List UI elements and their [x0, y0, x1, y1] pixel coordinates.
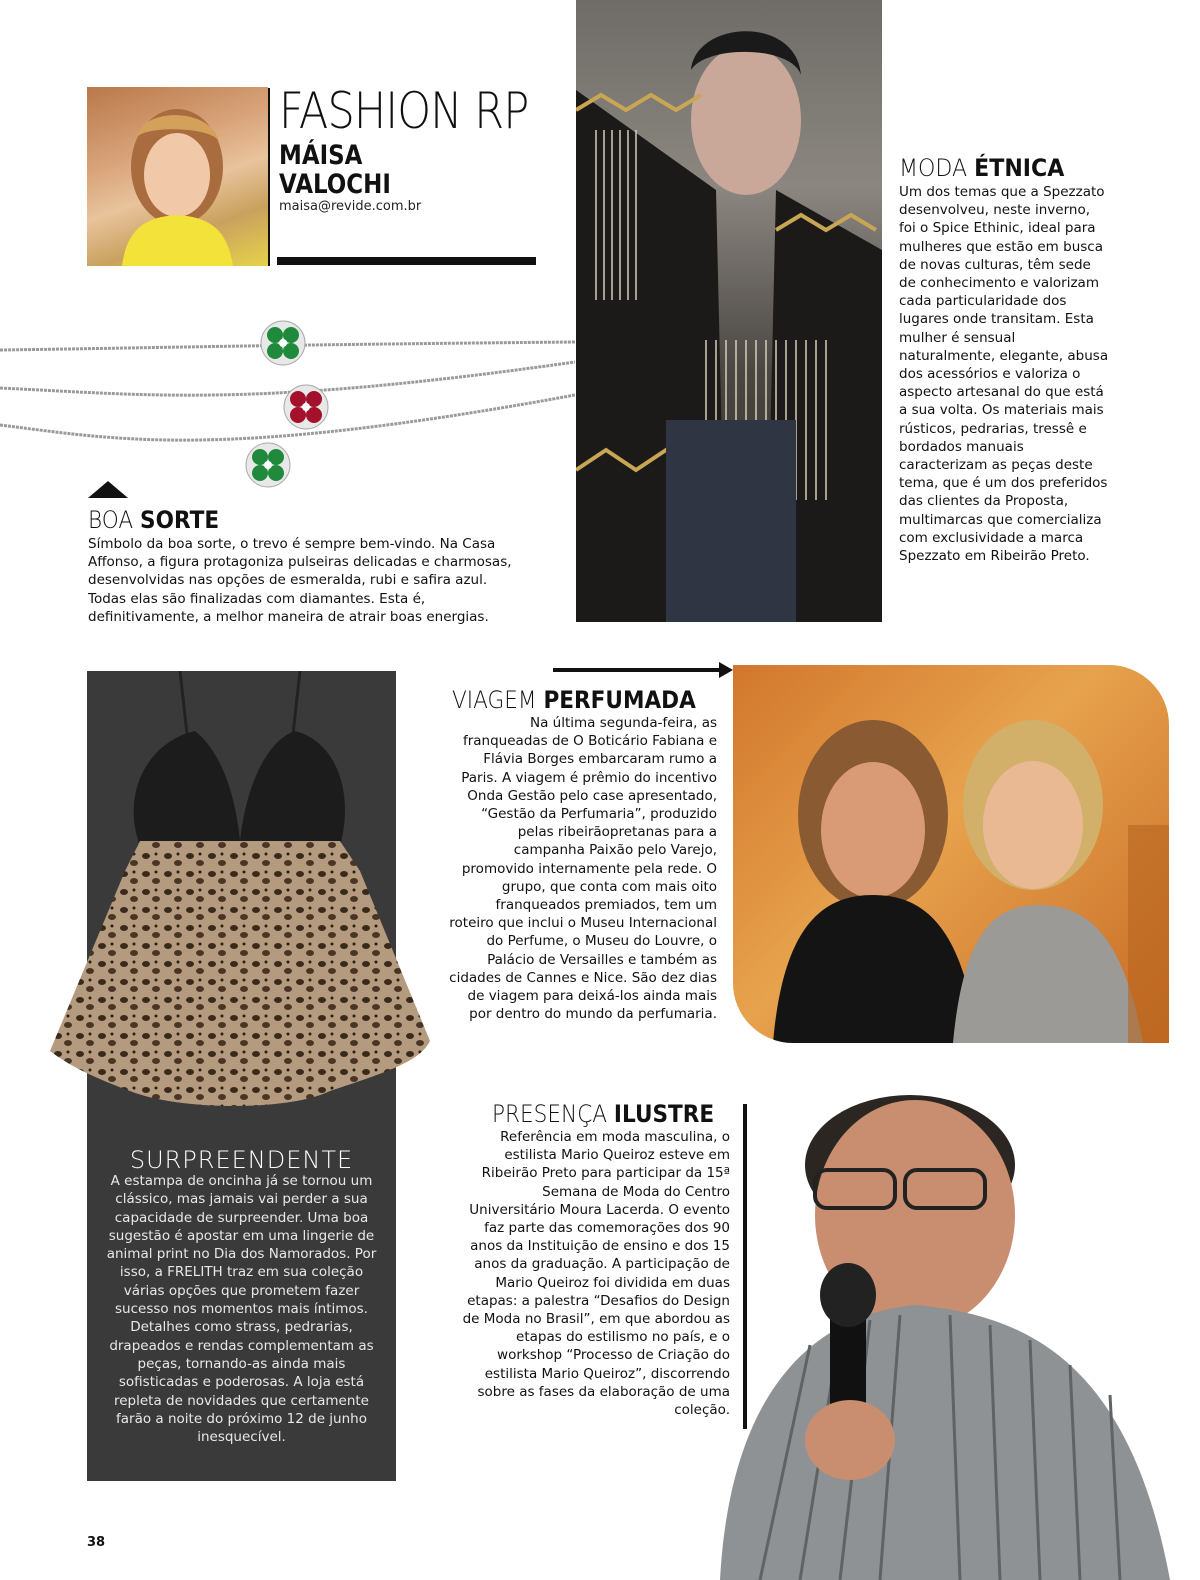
boa-sorte-title-bold: SORTE: [140, 506, 220, 534]
lingerie-photo: [30, 671, 450, 1131]
author-email: maisa@revide.com.br: [279, 199, 422, 214]
boa-sorte-title-light: BOA: [88, 506, 134, 534]
designer-photo: [700, 1065, 1200, 1580]
boa-sorte-text: Símbolo da boa sorte, o trevo é sempre bem-vindo. Na Casa Affonso, a figura protagoniza pulseiras delicadas e charmosas, desenvolvidas nas opções de esmeralda, rubi e safira azul. Todas elas são finalizadas com diamantes. Esta é, definitivamente, a melhor maneira de atrair boas energias.: [88, 536, 512, 625]
ethnic-fashion-photo: [576, 0, 882, 622]
boa-sorte-title: [88, 508, 219, 532]
header-rule: [277, 257, 536, 265]
header-divider: [268, 88, 270, 266]
triangle-up-icon: [88, 481, 128, 498]
author-photo: [87, 87, 268, 266]
moda-etnica-title-light: MODA: [899, 154, 968, 182]
viagem-title-bold: PERFUMADA: [543, 686, 696, 714]
presenca-title-light: PRESENÇA: [492, 1100, 608, 1128]
author-name: [279, 141, 391, 199]
viagem-text: Na última segunda-feira, as franqueadas de O Boticário Fabiana e Flávia Borges embarcaram rumo a Paris. A viagem é prêmio do incentivo Onda Gestão pelo case apresentado, “Gestão da Perfumaria”, produzido pelas ribeirãopretanas para a campanha Paixão pelo Varejo, promovido internamente pela rede. O grupo, que conta com mais oito franqueados premiados, tem um roteiro que inclui o Museu Internacional do Perfume, o Museu do Louvre, o Palácio de Versailles e também as cidades de Cannes e Nice. São dez dias de viagem para deixá-los ainda mais por dentro do mundo da perfumaria.: [449, 715, 717, 1023]
presenca-text: Referência em moda masculina, o estilista Mario Queiroz esteve em Ribeirão Preto para participar da 15ª Semana de Moda do Centro Universitário Moura Lacerda. O evento faz parte das comemorações dos 90 anos da Instituição de ensino e dos 15 anos da graduação. A participação de Mario Queiroz foi dividida em duas etapas: a palestra “Desafios do Design de Moda no Brasil”, em que abordou as etapas do estilismo no país, e o workshop “Processo de Criação do estilista Mario Queiroz”, discorrendo sobre as fases da elaboração de uma coleção.: [462, 1129, 730, 1419]
presenca-title: [492, 1102, 714, 1126]
presenca-title-bold: ILUSTRE: [613, 1100, 715, 1128]
moda-etnica-text: Um dos temas que a Spezzato desenvolveu, neste inverno, foi o Spice Ethinic, ideal para mulheres que estão em busca de novas culturas, têm sede de conhecimento e valorizam cada particularidade dos lugares onde transitam. Esta mulher é sensual naturalmente, elegante, abusa dos acessórios e valoriza o aspecto artesanal do que está a sua volta. Os materiais mais rústicos, pedrarias, tressê e bordados manuais caracterizam as peças deste tema, que é um dos preferidos das clientes da Proposta, multimarcas que comercializa com exclusividade a marca Spezzato em Ribeirão Preto.: [899, 184, 1109, 565]
bracelets-photo: [0, 300, 575, 520]
moda-etnica-title: [899, 156, 1064, 180]
author-name-line2: VALOCHI: [279, 169, 391, 200]
moda-etnica-title-bold: ÉTNICA: [974, 154, 1065, 182]
surpreendente-text: A estampa de oncinha já se tornou um clássico, mas jamais vai perder a sua capacidade de surpreender. Uma boa sugestão é apostar em uma lingerie de animal print no Dia dos Namorados. Por isso, a FRELITH traz em sua coleção várias opções que prometem fazer sucesso nos momentos mais íntimos. Detalhes como strass, pedrarias, drapeados e rendas complementam as peças, tornando-as ainda mais sofisticadas e poderosas. A loja está repleta de novidades que certamente farão a noite do próximo 12 de junho inesquecível.: [106, 1173, 377, 1446]
franchisees-photo: [733, 665, 1169, 1043]
viagem-title-light: VIAGEM: [452, 686, 537, 714]
viagem-title: [452, 688, 696, 712]
author-name-line1: MÁISA: [279, 140, 363, 171]
page-number: 38: [87, 1535, 106, 1550]
arrow-line: [553, 668, 723, 672]
column-title: FASHION RP: [279, 82, 529, 140]
arrow-right-icon: [719, 662, 733, 678]
surpreendente-title: SURPREENDENTE: [129, 1146, 354, 1174]
